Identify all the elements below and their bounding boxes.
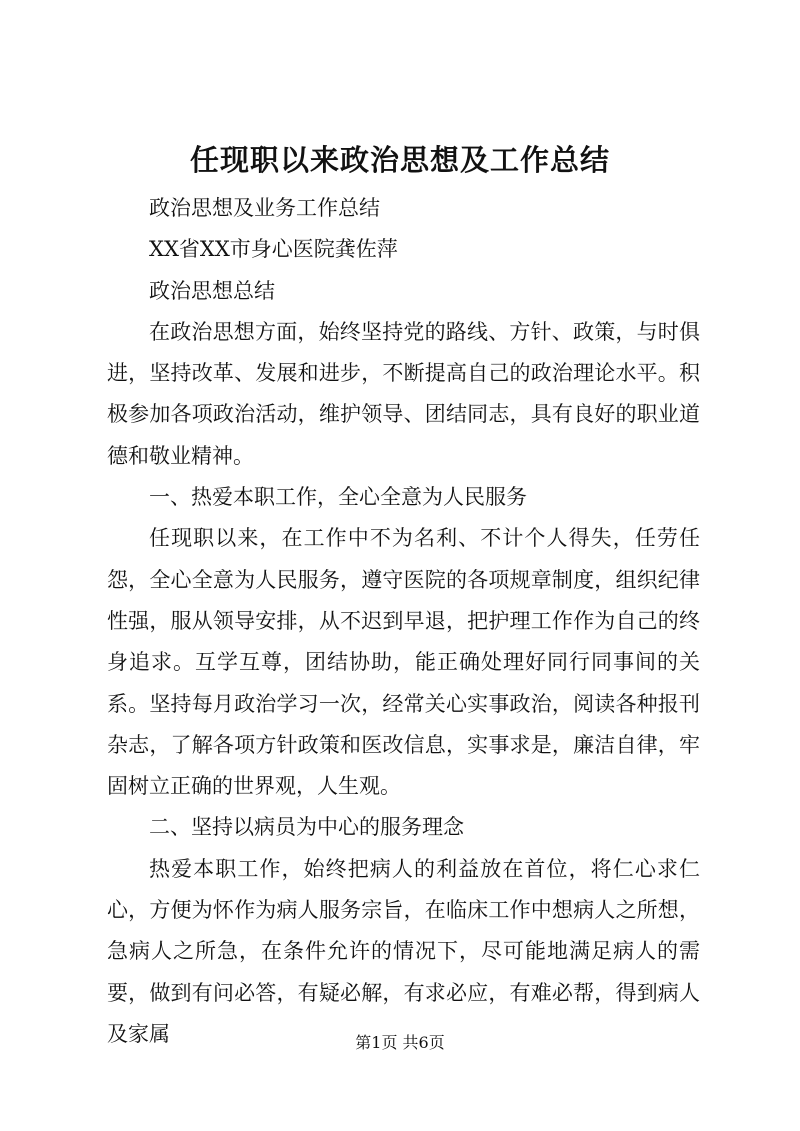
- paragraph-subtitle: 政治思想及业务工作总结: [149, 196, 380, 220]
- paragraph-work-attitude: 任现职以来，在工作中不为名利、不计个人得失，任劳任怨，全心全意为人民服务，遵守医院的各项规章制度，组织纪律性强，服从领导安排，从不迟到早退，把护理工作作为自己的终身追求。互学互尊，团结协助，能正确处理好同行同事间的关系。坚持每月政治学习一次，经常关心实事政治，阅读各种报刊杂志，了解各项方针政策和医改信息，实事求是，廉洁自律，牢固树立正确的世界观，人生观。: [107, 526, 700, 799]
- paragraph-patient-centered: 热爱本职工作，始终把病人的利益放在首位，将仁心求仁心，方便为怀作为病人服务宗旨，在临床工作中想病人之所想，急病人之所急，在条件允许的情况下，尽可能地满足病人的需要，做到有问必答，有疑必解，有求必应，有难必帮，得到病人及家属: [107, 856, 700, 1046]
- paragraph-political-summary: 在政治思想方面，始终坚持党的路线、方针、政策，与时俱进，坚持改革、发展和进步，不断提高自己的政治理论水平。积极参加各项政治活动，维护领导、团结同志，具有良好的职业道德和敬业精神。: [107, 319, 700, 468]
- paragraph-heading-one: 一、热爱本职工作，全心全意为人民服务: [149, 485, 527, 510]
- document-body: [107, 188, 700, 1055]
- paragraph-section-heading: 政治思想总结: [149, 278, 275, 303]
- document-title: 任现职以来政治思想及工作总结: [189, 143, 610, 177]
- paragraph-author: XX省XX市身心医院龚佐萍: [149, 237, 398, 262]
- paragraph-heading-two: 二、坚持以病员为中心的服务理念: [149, 815, 464, 840]
- page-footer: 第1页 共6页: [355, 1033, 445, 1052]
